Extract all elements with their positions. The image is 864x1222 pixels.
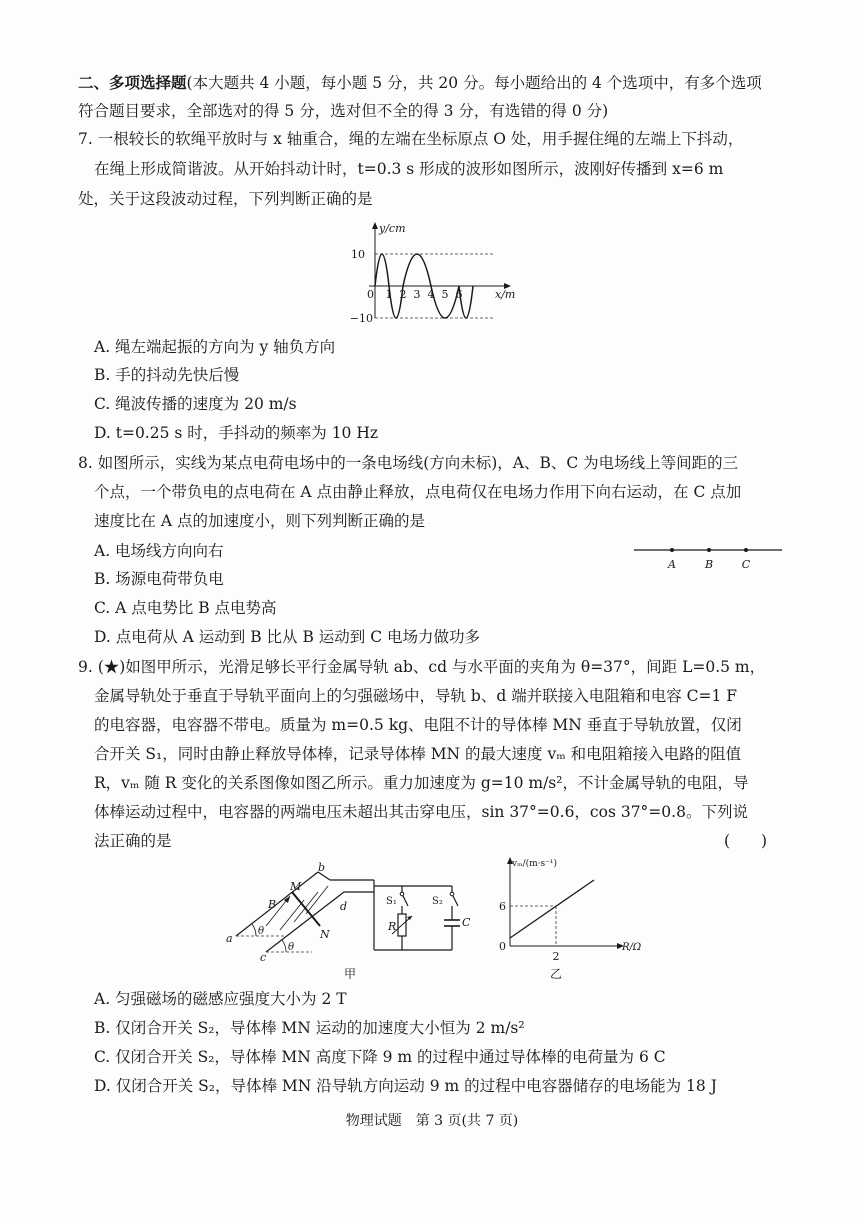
q8-option-b: B. 场源电荷带负电	[94, 570, 224, 588]
q9-line-4: 合开关 S₁，同时由静止释放导体棒，记录导体棒 MN 的最大速度 vₘ 和电阻箱接入电路的阻值	[94, 745, 742, 763]
q7-ytick-bottom: −10	[349, 312, 373, 325]
q9-line-3: 的电容器，电容器不带电。质量为 m=0.5 kg、电阻不计的导体棒 MN 垂直于导轨放置，仅闭	[94, 716, 742, 734]
yi-xlabel: R/Ω	[622, 942, 642, 953]
section-note: (本大题共 4 小题，每小题 5 分，共 20 分。每小题给出的 4 个选项中，有多个选项	[186, 74, 762, 92]
fig-yi-caption: 乙	[550, 967, 563, 981]
q8-point-b: B	[704, 558, 714, 571]
q8-option-a: A. 电场线方向向右	[94, 542, 224, 560]
page-footer: 物理试题 第 3 页(共 7 页)	[345, 1113, 519, 1129]
q7-option-c: C. 绳波传播的速度为 20 m/s	[94, 395, 297, 413]
label-s1: S₁	[386, 896, 397, 907]
q7-line-1: 7. 一根较长的软绳平放时与 x 轴重合，绳的左端在坐标原点 O 处，用手握住绳的左端上下抖动，	[78, 130, 744, 148]
q7-ytick-top: 10	[351, 248, 365, 261]
section-header	[78, 72, 762, 94]
yi-origin: 0	[499, 940, 506, 953]
q8-field-line	[630, 540, 790, 574]
q7-xtick-2: 2	[399, 288, 407, 301]
q7-xlabel: x/m	[495, 288, 516, 301]
q9-figure-jia	[222, 862, 484, 982]
label-r: R	[388, 920, 397, 933]
label-c: c	[260, 951, 267, 964]
q9-option-a: A. 匀强磁场的磁感应强度大小为 2 T	[94, 990, 347, 1008]
q9-line-1: 9. (★)如图甲所示，光滑足够长平行金属导轨 ab、cd 与水平面的夹角为 θ=37°，间距 L=0.5 m，	[78, 658, 766, 676]
q7-line-3: 处，关于这段波动过程，下列判断正确的是	[78, 190, 373, 208]
yi-xtick: 2	[552, 950, 560, 963]
label-b: b	[318, 862, 326, 874]
label-d: d	[340, 900, 348, 913]
q8-line-3: 速度比在 A 点的加速度小，则下列判断正确的是	[94, 512, 426, 530]
section-note-2: 符合题目要求，全部选对的得 5 分，选对但不全的得 3 分，有选错的得 0 分)	[78, 102, 609, 120]
q8-point-c: C	[741, 558, 751, 571]
q8-option-d: D. 点电荷从 A 运动到 B 比从 B 运动到 C 电场力做功多	[94, 628, 480, 646]
label-m: M	[290, 880, 302, 893]
q7-xtick-1: 1	[385, 288, 393, 301]
q7-ylabel: y/cm	[379, 222, 406, 235]
q9-option-b: B. 仅闭合开关 S₂，导体棒 MN 运动的加速度大小恒为 2 m/s²	[94, 1019, 525, 1037]
q9-option-d: D. 仅闭合开关 S₂，导体棒 MN 沿导轨方向运动 9 m 的过程中电容器储存的电场能为 18 J	[94, 1077, 717, 1095]
q7-option-a: A. 绳左端起振的方向为 y 轴负方向	[94, 338, 336, 356]
q9-figure-yi	[490, 852, 650, 984]
q7-xtick-6: 6	[455, 288, 463, 301]
fig-jia-caption: 甲	[344, 967, 357, 981]
q7-line-2: 在绳上形成简谐波。从开始抖动计时，t=0.3 s 形成的波形如图所示，波刚好传播到 x=6 m	[94, 160, 724, 178]
q7-xtick-4: 4	[427, 288, 435, 301]
section-title: 二、多项选择题	[78, 73, 187, 92]
q8-line-1: 8. 如图所示，实线为某点电荷电场中的一条电场线(方向未标)，A、B、C 为电场线上等间距的三	[78, 454, 739, 472]
label-field-b: B	[268, 898, 277, 911]
label-c-cap: C	[462, 916, 471, 929]
q7-wave-graph	[345, 218, 525, 328]
q7-xtick-3: 3	[413, 288, 421, 301]
answer-bracket: ( )	[724, 832, 768, 850]
q9-option-c: C. 仅闭合开关 S₂，导体棒 MN 高度下降 9 m 的过程中通过导体棒的电荷量为 6 C	[94, 1048, 666, 1066]
label-theta-2: θ	[288, 942, 295, 953]
q9-line-2: 金属导轨处于垂直于导轨平面向上的匀强磁场中，导轨 b、d 端并联接入电阻箱和电容 C=1 F	[94, 687, 738, 705]
label-n: N	[320, 928, 330, 941]
yi-ylabel: vₘ/(m·s⁻¹)	[512, 859, 558, 869]
label-a: a	[226, 932, 233, 945]
q9-line-5: R，vₘ 随 R 变化的关系图像如图乙所示。重力加速度为 g=10 m/s²，不计金属导轨的电阻，导	[94, 774, 749, 792]
q9-line-6: 体棒运动过程中，电容器的两端电压未超出其击穿电压，sin 37°=0.6，cos 37°=0.8。下列说	[94, 803, 748, 821]
q7-xtick-5: 5	[441, 288, 449, 301]
q7-option-b: B. 手的抖动先快后慢	[94, 366, 240, 384]
q8-point-a: A	[668, 558, 676, 571]
label-s2: S₂	[432, 896, 443, 907]
q8-line-2: 个点，一个带负电的点电荷在 A 点由静止释放，点电荷仅在电场力作用下向右运动，在 C 点加	[94, 483, 742, 501]
q8-option-c: C. A 点电势比 B 点电势高	[94, 599, 277, 617]
label-theta-1: θ	[258, 926, 265, 937]
q9-line-7: 法正确的是	[94, 832, 172, 850]
yi-ytick: 6	[499, 900, 506, 913]
q7-option-d: D. t=0.25 s 时，手抖动的频率为 10 Hz	[94, 424, 379, 442]
q7-origin: 0	[367, 288, 374, 301]
